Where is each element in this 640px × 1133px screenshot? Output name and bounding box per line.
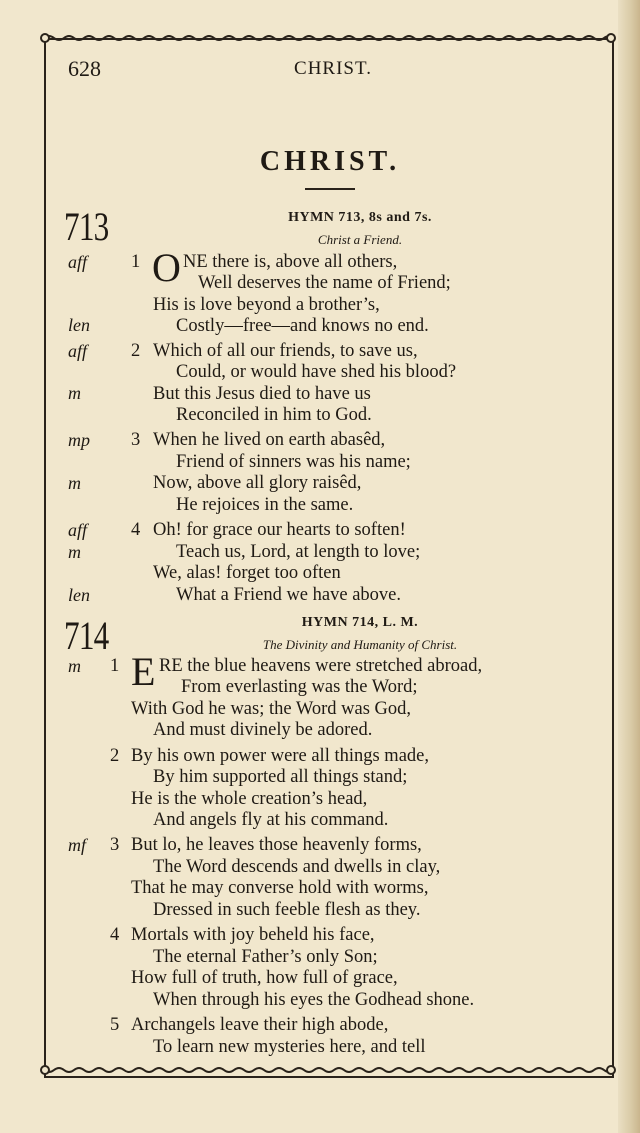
hymn-line: And angels fly at his command.: [153, 810, 389, 830]
hymn-line: Archangels leave their high abode,: [131, 1015, 389, 1035]
hymn-number: 713: [64, 204, 109, 249]
hymn-line: The Word descends and dwells in clay,: [153, 857, 441, 877]
verse-number: 4: [110, 925, 120, 945]
page-edge: [618, 0, 640, 1133]
dynamic-mark: aff: [68, 252, 88, 272]
hymn-line: His is love beyond a brother’s,: [153, 295, 380, 315]
corner-ornament: [40, 33, 50, 43]
hymn-line: NE there is, above all others,: [183, 252, 398, 272]
dynamic-mark: aff: [68, 520, 88, 540]
verse-number: 5: [110, 1015, 120, 1035]
hymn-line: Mortals with joy beheld his face,: [131, 925, 375, 945]
hymn-line: Dressed in such feeble flesh as they.: [153, 900, 421, 920]
title-rule: [305, 188, 355, 190]
hymn-line: Now, above all glory raisêd,: [153, 473, 362, 493]
section-title: CHRIST.: [259, 146, 401, 177]
hymn-line: That he may converse hold with worms,: [131, 878, 429, 898]
verse-number: 1: [110, 656, 120, 676]
corner-ornament: [606, 33, 616, 43]
hymn-subtitle: Christ a Friend.: [317, 232, 403, 247]
drop-cap: O: [152, 245, 181, 290]
verse-number: 4: [131, 520, 141, 540]
top-rope-border: [44, 34, 614, 42]
hymn-number: 714: [64, 613, 109, 658]
hymn-heading: HYMN 713, 8s and 7s.: [288, 210, 432, 225]
page-number: 628: [68, 56, 101, 81]
hymn-line: Oh! for grace our hearts to soften!: [153, 520, 406, 540]
verse-number: 2: [131, 341, 141, 361]
hymn-line: How full of truth, how full of grace,: [131, 968, 398, 988]
dynamic-mark: len: [68, 585, 90, 605]
dynamic-mark: mp: [68, 430, 90, 450]
dynamic-mark: len: [68, 315, 90, 335]
hymn-line: When through his eyes the Godhead shone.: [153, 990, 475, 1010]
dynamic-mark: m: [68, 473, 81, 493]
drop-cap: E: [131, 649, 156, 694]
dynamic-mark: m: [68, 656, 81, 676]
hymn-line: The eternal Father’s only Son;: [153, 947, 378, 967]
hymn-line: Well deserves the name of Friend;: [198, 273, 451, 293]
hymn-line: RE the blue heavens were stretched abroad,: [159, 656, 483, 676]
hymn-line: From everlasting was the Word;: [181, 677, 418, 697]
hymn-line: What a Friend we have above.: [176, 585, 401, 605]
hymn-line: With God he was; the Word was God,: [131, 699, 412, 719]
hymn-line: He rejoices in the same.: [176, 495, 354, 515]
hymn-line: When he lived on earth abasêd,: [153, 430, 386, 450]
verse-number: 1: [131, 252, 141, 272]
hymn-line: Reconciled in him to God.: [176, 405, 372, 425]
corner-ornament: [40, 1065, 50, 1075]
bottom-rope-border: [44, 1066, 614, 1074]
hymn-line: Which of all our friends, to save us,: [153, 341, 418, 361]
verse-number: 3: [110, 835, 120, 855]
hymn-line: By him supported all things stand;: [153, 767, 408, 787]
dynamic-mark: mf: [68, 835, 86, 855]
hymn-line: He is the whole creation’s head,: [131, 789, 368, 809]
page-header: [68, 56, 598, 86]
dynamic-mark: aff: [68, 341, 88, 361]
hymn-line: But lo, he leaves those heavenly forms,: [131, 835, 422, 855]
hymn-subtitle: The Divinity and Humanity of Christ.: [262, 637, 458, 652]
running-head: CHRIST.: [294, 58, 372, 79]
verse-number: 3: [131, 430, 141, 450]
hymn-line: We, alas! forget too often: [153, 563, 341, 583]
dynamic-mark: m: [68, 383, 81, 403]
hymn-line: Could, or would have shed his blood?: [176, 362, 457, 382]
hymn-line: But this Jesus died to have us: [153, 384, 371, 404]
hymn-line: To learn new mysteries here, and tell: [153, 1037, 426, 1057]
hymn-line: And must divinely be adored.: [153, 720, 373, 740]
hymn-line: Teach us, Lord, at length to love;: [176, 542, 421, 562]
dynamic-mark: m: [68, 542, 81, 562]
corner-ornament: [606, 1065, 616, 1075]
verse-number: 2: [110, 746, 120, 766]
hymn-line: Friend of sinners was his name;: [176, 452, 411, 472]
hymn-line: By his own power were all things made,: [131, 746, 429, 766]
hymn-line: Costly—free—and knows no end.: [176, 316, 429, 336]
hymn-heading: HYMN 714, L. M.: [301, 615, 419, 630]
